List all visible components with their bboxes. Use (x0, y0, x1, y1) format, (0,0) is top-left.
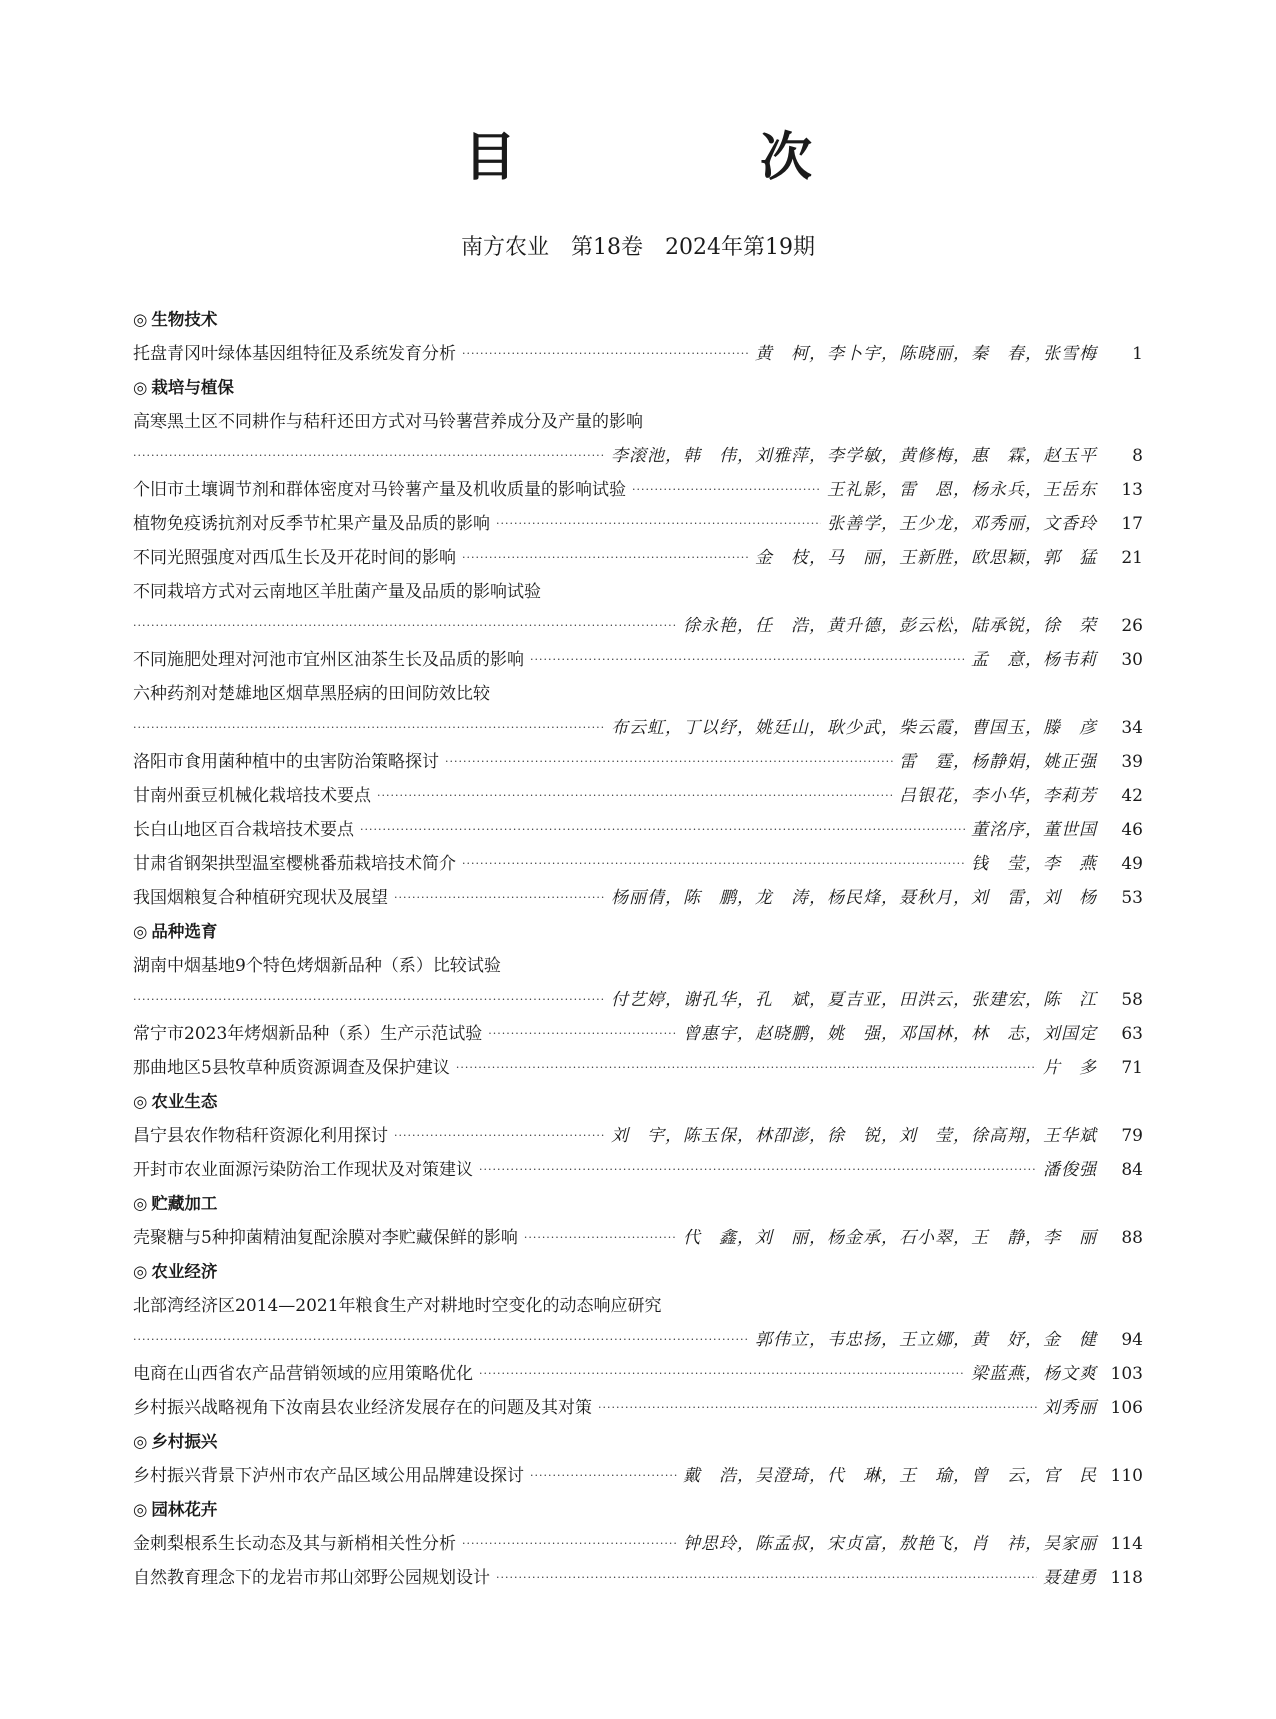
page-number: 26 (1121, 616, 1143, 636)
toc-entry[interactable] (133, 1051, 1143, 1085)
dot-leader (598, 1391, 1037, 1425)
journal-issue-subtitle: 南方农业 第18卷 2024年第19期 (461, 235, 815, 260)
toc-entry[interactable] (133, 1357, 1143, 1391)
article-authors: 梁蓝燕，杨文爽 (971, 1364, 1097, 1384)
section-heading (133, 1425, 1143, 1459)
page-number: 13 (1121, 480, 1143, 500)
section-title: 农业经济 (151, 1262, 218, 1281)
dot-leader (530, 1459, 677, 1493)
dot-leader (360, 813, 965, 847)
section-heading (133, 1085, 1143, 1119)
section-title: 品种选育 (151, 922, 218, 941)
page-number: 118 (1110, 1568, 1143, 1588)
article-title: 乡村振兴背景下泸州市农产品区域公用品牌建设探讨 (133, 1466, 524, 1486)
article-authors: 钱 莹，李 燕 (971, 854, 1097, 874)
toc-entry[interactable] (133, 1119, 1143, 1153)
dot-leader (632, 473, 821, 507)
article-title: 甘南州蚕豆机械化栽培技术要点 (133, 786, 371, 806)
article-title: 六种药剂对楚雄地区烟草黑胫病的田间防效比较 (133, 684, 490, 704)
article-authors: 代 鑫，刘 丽，杨金承，石小翠，王 静，李 丽 (683, 1228, 1097, 1248)
toc-entry[interactable] (133, 1391, 1143, 1425)
article-authors: 曾惠宇，赵晓鹏，姚 强，邓国林，林 志，刘国定 (683, 1024, 1097, 1044)
toc-entry[interactable] (133, 1221, 1143, 1255)
article-title-line[interactable] (133, 1289, 1143, 1323)
article-authors: 李滚池，韩 伟，刘雅萍，李学敏，黄修梅，惠 霖，赵玉平 (611, 446, 1097, 466)
dot-leader (133, 609, 677, 643)
article-title-line[interactable] (133, 575, 1143, 609)
article-title: 洛阳市食用菌种植中的虫害防治策略探讨 (133, 752, 439, 772)
toc-entry[interactable] (133, 983, 1143, 1017)
article-authors: 钟思玲，陈孟叔，宋贞富，敖艳飞，肖 祎，吴家丽 (683, 1534, 1097, 1554)
article-title: 常宁市2023年烤烟新品种（系）生产示范试验 (133, 1024, 483, 1044)
dot-leader (133, 1323, 749, 1357)
article-title: 那曲地区5县牧草种质资源调查及保护建议 (133, 1058, 450, 1078)
article-authors: 付艺婷，谢孔华，孔 斌，夏吉亚，田洪云，张建宏，陈 江 (611, 990, 1097, 1010)
article-title: 我国烟粮复合种植研究现状及展望 (133, 888, 388, 908)
section-mark-icon: ◎ (133, 1500, 148, 1519)
article-title: 甘肃省钢架拱型温室樱桃番茄栽培技术简介 (133, 854, 456, 874)
article-title: 北部湾经济区2014—2021年粮食生产对耕地时空变化的动态响应研究 (133, 1296, 662, 1316)
article-authors: 布云虹，丁以纾，姚廷山，耿少武，柴云霞，曹国玉，滕 彦 (611, 718, 1097, 738)
toc-entry[interactable] (133, 711, 1143, 745)
toc-entry[interactable] (133, 439, 1143, 473)
article-title: 湖南中烟基地9个特色烤烟新品种（系）比较试验 (133, 956, 501, 976)
article-title: 自然教育理念下的龙岩市邦山郊野公园规划设计 (133, 1568, 490, 1588)
article-authors: 徐永艳，任 浩，黄升德，彭云松，陆承锐，徐 荣 (683, 616, 1097, 636)
section-heading (133, 915, 1143, 949)
section-title: 生物技术 (151, 310, 218, 329)
dot-leader (479, 1357, 965, 1391)
article-authors: 潘俊强 (1043, 1160, 1097, 1180)
toc-entry[interactable] (133, 1153, 1143, 1187)
toc-entry[interactable] (133, 1527, 1143, 1561)
dot-leader (462, 337, 749, 371)
article-authors: 杨丽倩，陈 鹏，龙 涛，杨民烽，聂秋月，刘 雷，刘 杨 (611, 888, 1097, 908)
article-title: 长白山地区百合栽培技术要点 (133, 820, 354, 840)
section-heading (133, 1187, 1143, 1221)
article-authors: 聂建勇 (1043, 1568, 1097, 1588)
page-number: 88 (1121, 1228, 1143, 1248)
section-mark-icon: ◎ (133, 922, 148, 941)
section-mark-icon: ◎ (133, 378, 148, 397)
section-heading (133, 371, 1143, 405)
section-title: 乡村振兴 (151, 1432, 218, 1451)
page-number: 106 (1110, 1398, 1143, 1418)
section-heading (133, 1493, 1143, 1527)
dot-leader (377, 779, 893, 813)
dot-leader (462, 1527, 677, 1561)
article-authors: 张善学，王少龙，邓秀丽，文香玲 (827, 514, 1097, 534)
dot-leader (479, 1153, 1037, 1187)
section-heading (133, 1255, 1143, 1289)
page-number: 84 (1121, 1160, 1143, 1180)
toc-entry[interactable] (133, 1459, 1143, 1493)
article-authors: 片 多 (1043, 1058, 1097, 1078)
page-title: 目 次 (463, 128, 908, 188)
section-mark-icon: ◎ (133, 1262, 148, 1281)
toc-entry[interactable] (133, 507, 1143, 541)
article-title-line[interactable] (133, 949, 1143, 983)
article-authors: 雷 霆，杨静娟，姚正强 (899, 752, 1097, 772)
dot-leader (530, 643, 965, 677)
page-number: 63 (1121, 1024, 1143, 1044)
article-title: 开封市农业面源污染防治工作现状及对策建议 (133, 1160, 473, 1180)
dot-leader (496, 507, 821, 541)
toc-entry[interactable] (133, 881, 1143, 915)
dot-leader (456, 1051, 1037, 1085)
article-title-line[interactable] (133, 677, 1143, 711)
article-authors: 黄 柯，李卜宇，陈晓丽，秦 春，张雪梅 (755, 344, 1097, 364)
toc-entry[interactable] (133, 541, 1143, 575)
article-authors: 王礼影，雷 恩，杨永兵，王岳东 (827, 480, 1097, 500)
dot-leader (445, 745, 893, 779)
dot-leader (133, 983, 605, 1017)
dot-leader (394, 1119, 605, 1153)
article-authors: 郭伟立，韦忠扬，王立娜，黄 妤，金 健 (755, 1330, 1097, 1350)
page-number: 79 (1121, 1126, 1143, 1146)
article-title-line[interactable] (133, 405, 1143, 439)
dot-leader (496, 1561, 1037, 1595)
article-title: 壳聚糖与5种抑菌精油复配涂膜对李贮藏保鲜的影响 (133, 1228, 518, 1248)
page-number: 114 (1110, 1534, 1143, 1554)
article-authors: 孟 意，杨韦莉 (971, 650, 1097, 670)
dot-leader (524, 1221, 677, 1255)
article-authors: 刘 宇，陈玉保，林卲澎，徐 锐，刘 莹，徐高翔，王华斌 (611, 1126, 1097, 1146)
toc-entry[interactable] (133, 813, 1143, 847)
table-of-contents (133, 303, 1143, 1595)
dot-leader (462, 541, 749, 575)
page-number: 21 (1121, 548, 1143, 568)
page-number: 53 (1121, 888, 1143, 908)
dot-leader (488, 1017, 677, 1051)
page-number: 58 (1121, 990, 1143, 1010)
section-mark-icon: ◎ (133, 1194, 148, 1213)
page-number: 1 (1132, 344, 1143, 364)
article-authors: 董洺序，董世国 (971, 820, 1097, 840)
page-number: 110 (1110, 1466, 1143, 1486)
page-number: 42 (1121, 786, 1143, 806)
page-number: 103 (1110, 1364, 1143, 1384)
article-title: 不同施肥处理对河池市宜州区油茶生长及品质的影响 (133, 650, 524, 670)
article-title: 植物免疫诱抗剂对反季节杧果产量及品质的影响 (133, 514, 490, 534)
article-title: 托盘青冈叶绿体基因组特征及系统发育分析 (133, 344, 456, 364)
toc-entry[interactable] (133, 847, 1143, 881)
page-number: 34 (1121, 718, 1143, 738)
section-title: 农业生态 (151, 1092, 218, 1111)
section-mark-icon: ◎ (133, 1092, 148, 1111)
page-number: 17 (1121, 514, 1143, 534)
section-title: 贮藏加工 (151, 1194, 218, 1213)
toc-entry[interactable] (133, 337, 1143, 371)
page-number: 46 (1121, 820, 1143, 840)
article-authors: 戴 浩，吴澄琦，代 琳，王 瑜，曾 云，官 民 (683, 1466, 1097, 1486)
toc-entry[interactable] (133, 643, 1143, 677)
page-number: 71 (1121, 1058, 1143, 1078)
dot-leader (133, 439, 605, 473)
toc-entry[interactable] (133, 779, 1143, 813)
section-heading (133, 303, 1143, 337)
page-number: 39 (1121, 752, 1143, 772)
article-title: 乡村振兴战略视角下汝南县农业经济发展存在的问题及其对策 (133, 1398, 592, 1418)
toc-entry[interactable] (133, 473, 1143, 507)
toc-entry[interactable] (133, 1323, 1143, 1357)
page-number: 8 (1132, 446, 1143, 466)
article-title: 高寒黑土区不同耕作与秸秆还田方式对马铃薯营养成分及产量的影响 (133, 412, 643, 432)
article-authors: 吕银花，李小华，李莉芳 (899, 786, 1097, 806)
dot-leader (394, 881, 605, 915)
section-mark-icon: ◎ (133, 310, 148, 329)
section-title: 栽培与植保 (151, 378, 234, 397)
toc-entry[interactable] (133, 1017, 1143, 1051)
toc-entry[interactable] (133, 609, 1143, 643)
page-number: 30 (1121, 650, 1143, 670)
article-title: 不同光照强度对西瓜生长及开花时间的影响 (133, 548, 456, 568)
article-title: 金刺梨根系生长动态及其与新梢相关性分析 (133, 1534, 456, 1554)
article-title: 不同栽培方式对云南地区羊肚菌产量及品质的影响试验 (133, 582, 541, 602)
dot-leader (133, 711, 605, 745)
section-title: 园林花卉 (151, 1500, 218, 1519)
page-number: 49 (1121, 854, 1143, 874)
toc-entry[interactable] (133, 745, 1143, 779)
article-authors: 金 枝，马 丽，王新胜，欧思颖，郭 猛 (755, 548, 1097, 568)
article-title: 电商在山西省农产品营销领域的应用策略优化 (133, 1364, 473, 1384)
section-mark-icon: ◎ (133, 1432, 148, 1451)
page-number: 94 (1121, 1330, 1143, 1350)
article-authors: 刘秀丽 (1043, 1398, 1097, 1418)
article-title: 昌宁县农作物秸秆资源化利用探讨 (133, 1126, 388, 1146)
toc-entry[interactable] (133, 1561, 1143, 1595)
article-title: 个旧市土壤调节剂和群体密度对马铃薯产量及机收质量的影响试验 (133, 480, 626, 500)
dot-leader (462, 847, 965, 881)
